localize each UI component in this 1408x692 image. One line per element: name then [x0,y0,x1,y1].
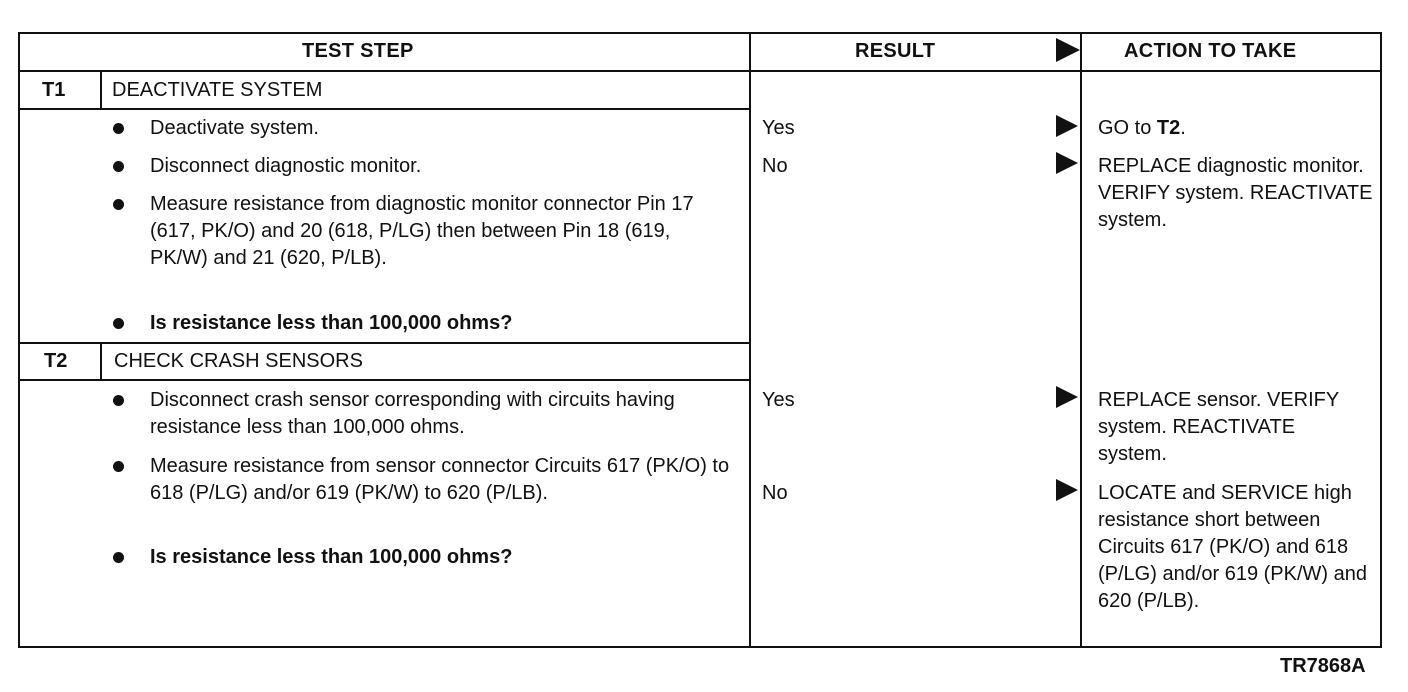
bullet-icon [113,161,124,172]
bullet-icon [113,461,124,472]
t2-bullet-question: Is resistance less than 100,000 ohms? [150,546,513,568]
arrow-icon [1056,386,1078,408]
t2-result-yes: Yes [762,389,795,411]
bullet-icon [113,552,124,563]
t1-result-no: No [762,155,788,177]
t1-result-yes: Yes [762,117,795,139]
t1-step-title: DEACTIVATE SYSTEM [112,79,323,101]
arrow-icon [1056,479,1078,501]
t1-bullet-2: Disconnect diagnostic monitor. [150,155,422,177]
bullet-icon [113,123,124,134]
header-bottom-border [18,70,1382,72]
t1-action-yes: GO to T2. [1098,117,1186,139]
table-right-border [1380,32,1382,648]
bullet-icon [113,318,124,329]
t2-step-title: CHECK CRASH SENSORS [114,350,363,372]
t1-bullet-3: Measure resistance from diagnostic monitor connector Pin 17 (617, PK/O) and 20 (618, P/LG) then between Pin 18 (619, PK/W) and 21 (620, P/LB). [150,193,694,269]
figure-id: TR7868A [1280,655,1366,677]
t1-action-no: REPLACE diagnostic monitor. VERIFY system. REACTIVATE system. [1098,155,1373,231]
t2-step-id: T2 [44,350,68,372]
t2-action-no: LOCATE and SERVICE high resistance short between Circuits 617 (PK/O) and 618 (P/LG) and/or 619 (PK/W) and 620 (P/LB). [1098,482,1368,612]
t2-id-divider [100,342,102,381]
table-left-border [18,32,20,648]
t2-title-bottom-border [18,379,751,381]
bullet-icon [113,395,124,406]
result-column-divider [749,32,751,648]
arrow-icon [1056,115,1078,137]
t1-bottom-border [18,342,751,344]
t1-bullet-1: Deactivate system. [150,117,319,139]
result-header: RESULT [855,40,936,62]
bullet-icon [113,199,124,210]
t2-result-no: No [762,482,788,504]
t1-id-divider [100,70,102,110]
action-column-divider [1080,32,1082,648]
table-bottom-border [18,646,1382,648]
t2-bullet-2: Measure resistance from sensor connector Circuits 617 (PK/O) to 618 (P/LG) and/or 619 (PK/W) to 620 (P/LB). [150,455,730,504]
t1-step-id: T1 [42,79,66,101]
table-top-border [18,32,1382,34]
t1-title-bottom-border [18,108,751,110]
t2-action-yes: REPLACE sensor. VERIFY system. REACTIVATE system. [1098,389,1339,465]
t1-bullet-question: Is resistance less than 100,000 ohms? [150,312,513,334]
action-header: ACTION TO TAKE [1124,40,1297,62]
result-arrow-icon [1056,38,1080,62]
arrow-icon [1056,152,1078,174]
test-step-header: TEST STEP [302,40,414,62]
t2-bullet-1: Disconnect crash sensor corresponding with circuits having resistance less than 100,000 ohms. [150,389,675,438]
